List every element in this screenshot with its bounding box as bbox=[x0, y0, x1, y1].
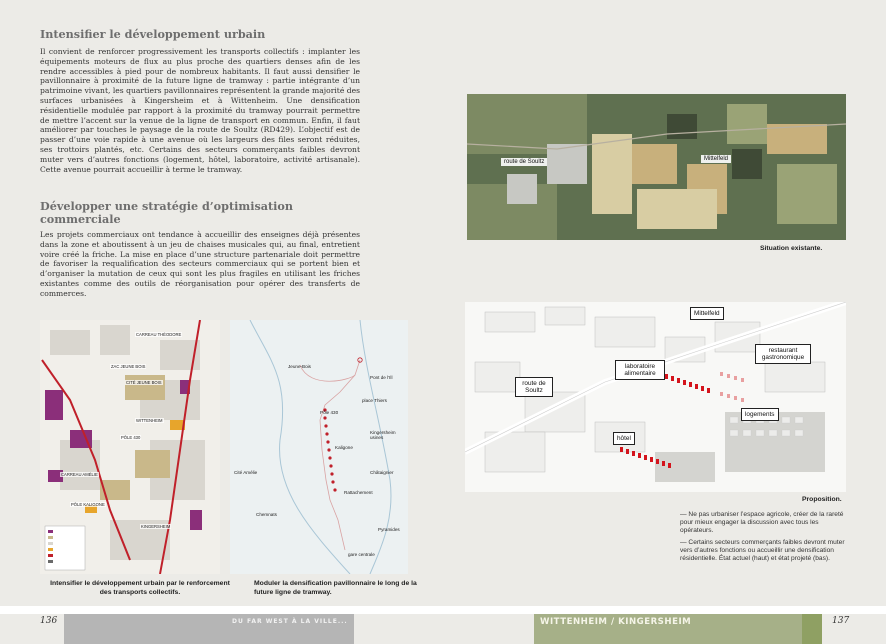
map1-label: CITÉ JEUNE BOIS bbox=[126, 380, 162, 385]
proposition-drawing bbox=[465, 302, 846, 492]
map-urban-development bbox=[40, 320, 220, 574]
page-number-left: 136 bbox=[40, 616, 58, 626]
map2-label: Châtaignier bbox=[370, 470, 394, 475]
prop-label-mittelfeld: Mittelfeld bbox=[690, 307, 724, 320]
prop-label-logements: logements bbox=[741, 408, 779, 421]
prop-label-route: route de Soultz bbox=[515, 377, 553, 397]
map2-label: Rattachement bbox=[344, 490, 373, 495]
caption-proposition: Proposition. bbox=[802, 496, 842, 503]
map1-label: CARREAU THÉODORE bbox=[136, 332, 182, 337]
running-title-right: WITTENHEIM / KINGERSHEIM bbox=[540, 617, 692, 627]
map1-label: WITTENHEIM bbox=[136, 418, 163, 423]
map2-label: Pyramides bbox=[378, 527, 400, 532]
map2-label: Kaligone bbox=[335, 445, 353, 450]
map-urban-svg bbox=[40, 320, 220, 574]
map2-label: gare centrale bbox=[348, 552, 375, 557]
prop-label-laboratoire: laboratoire alimentaire bbox=[615, 360, 665, 380]
heading-urbain: Intensifier le développement urbain bbox=[40, 27, 266, 41]
map-tram-line bbox=[230, 320, 408, 574]
prop-label-restaurant: restaurant gastronomique bbox=[755, 344, 811, 364]
map1-label: CARREAU AMÉLIE bbox=[61, 472, 98, 477]
bullet-note-2: — Certains secteurs commerçants faibles devront muter vers d’autres fonctions ou accueillir une densification résidentielle. État actuel (haut) et état projeté (bas). bbox=[680, 538, 845, 563]
map2-label: place Thiers bbox=[362, 398, 387, 403]
aerial-label-mittelfeld: Mittelfeld bbox=[701, 155, 731, 163]
map2-label: Cité Amélie bbox=[234, 470, 258, 475]
map2-label: Chemnats bbox=[256, 512, 277, 517]
map2-label: Kingersheim usines bbox=[370, 430, 396, 440]
map1-label: ZAC JEUNE BOIS bbox=[111, 364, 146, 369]
aerial-svg bbox=[467, 94, 846, 240]
map2-label: Pôle 430 bbox=[320, 410, 339, 415]
bullet-note-1: — Ne pas urbaniser l’espace agricole, créer de la rareté pour mieux engager la discussion avec tous les opérateurs. bbox=[680, 511, 844, 535]
map1-label: PÔLE 430 bbox=[121, 435, 141, 440]
caption-map1: Intensifier le développement urbain par le renforcement des transports collectifs. bbox=[50, 580, 230, 596]
page-number-right: 137 bbox=[832, 616, 850, 626]
caption-aerial: Situation existante. bbox=[760, 245, 823, 252]
map-tram-svg bbox=[230, 320, 408, 574]
map1-label: KINGERSHEIM bbox=[141, 524, 171, 529]
caption-map2: Moduler la densification pavillonnaire le long de la future ligne de tramway. bbox=[254, 580, 417, 596]
paragraph-commercial: Les projets commerciaux ont tendance à accueillir des enseignes déjà présentes dans la zone et aboutissent à un jeu de chaises musicales qui, au final, entretient voire créé la friche. La mise en place d’une structure partenariale doit permettre de favoriser la requalification des secteurs commerciaux qui se portent bien et d’organiser la mutation de ceux qui sont les plus fragiles en utilisant les friches existantes comme des outils de réorganisation pour opérer des transferts de commerces. bbox=[40, 230, 360, 298]
bullet-notes bbox=[680, 511, 850, 566]
footer-right-accent bbox=[802, 614, 822, 644]
map2-label: Jeune-Bois bbox=[288, 364, 311, 369]
footer-strip bbox=[0, 606, 886, 614]
prop-label-hotel: hôtel bbox=[613, 432, 635, 445]
map2-label: Pont de l’Ill bbox=[370, 375, 393, 380]
aerial-photo bbox=[467, 94, 846, 240]
running-title-left: DU FAR WEST À LA VILLE... bbox=[232, 618, 348, 625]
heading-commercial: Développer une stratégie d’optimisation commerciale bbox=[40, 199, 294, 226]
aerial-label-route: route de Soultz bbox=[501, 158, 547, 166]
map1-label: PÔLE KALIGONE bbox=[71, 502, 105, 507]
paragraph-urbain: Il convient de renforcer progressivement les transports collectifs : implanter les équipements moteurs de flux au plus proche des quartiers denses afin de les rendre accessibles à pied pour de nombreux habitants. Il faut aussi densifier le pavillonnaire à proximité de la future ligne de tramway : partie intégrante d’un patrimoine vivant, les quartiers pavillonnaires représentent la grande majorité des surfaces urbanisées à Kingersheim et à Wittenheim. Une densification résidentielle modulée par rapport à la proximité du tramway pourrait permettre de mettre l’accent sur la venue de la ligne de transport en commun. Enfin, il faut améliorer par touches le paysage de la route de Soultz (RD429). L’objectif est de passer d’une voie rapide à une avenue où les largeurs des files seront réduites, ses trottoirs plantés, etc. Certains des secteurs commerçants faibles devront muter vers d’autres fonctions (logement, hôtel, laboratoire, activité artisanale). Cette avenue pourrait accueillir à terme le tramway. bbox=[40, 47, 360, 174]
